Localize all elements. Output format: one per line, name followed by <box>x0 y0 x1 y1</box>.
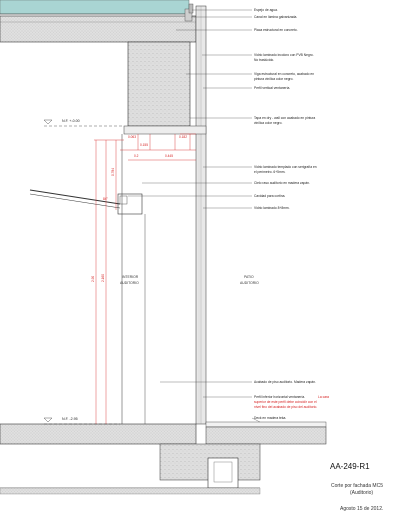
note-glass-8-8: Vidrio laminado 8+8mm. <box>254 206 290 210</box>
concrete-beam <box>128 42 190 126</box>
title-block <box>330 462 383 512</box>
note-beam: Viga estructural en concreto, acabado en <box>254 72 315 76</box>
note-bottom-profile: Perfil inferior horizontal ventanería. <box>254 395 306 399</box>
dim-angle: 84° <box>103 197 108 201</box>
level-label-top: N.F. +-0.00 <box>62 119 80 123</box>
dim-0-063: 0.063 <box>128 135 136 139</box>
level-marker-top <box>44 119 124 126</box>
room-interior-label: INTERIOR <box>122 275 139 279</box>
note-red-1: La cara <box>318 395 329 399</box>
drawing-title: Corte por fachada MC5 <box>331 483 383 489</box>
dim-2-90: 2.90 <box>91 275 95 282</box>
note-water-mirror: Espejo de agua. <box>254 8 278 12</box>
note-tempered-glass-2: el perímetro. 6+5mm. <box>254 170 286 174</box>
drawing-code: AA-249-R1 <box>330 462 370 471</box>
dim-0-445: 0.445 <box>165 154 173 158</box>
room-patio-sublabel: AUDITORIO <box>240 281 259 285</box>
dim-0-182: 0.182 <box>179 135 187 139</box>
room-interior-sublabel: AUDITORIO <box>120 281 139 285</box>
dim-0-2: 0.2 <box>134 154 139 158</box>
dim-0-155: 0.155 <box>140 143 148 147</box>
note-glass-pvb-2: No traslúcido. <box>254 58 275 62</box>
dim-0-784: 0.784 <box>111 168 115 176</box>
water-mirror <box>0 0 189 14</box>
room-patio-label: PATIO <box>244 275 254 279</box>
note-channel: Canal en lámina galvanizada. <box>254 15 298 19</box>
note-ceiling: Cielo raso auditorio en madera zapán. <box>254 181 310 185</box>
note-drywall: Tapa en dry - wall con acabado en pintura <box>254 116 316 120</box>
teak-deck <box>206 422 326 427</box>
note-red-3: nivel fino del acabado de piso del auditorio. <box>254 405 318 409</box>
note-vertical-profile: Perfil vertical ventanería. <box>254 86 291 90</box>
drywall-cap <box>124 126 206 134</box>
drawing-subtitle: (Auditorio) <box>350 490 374 496</box>
note-deck: Deck en madera teka. <box>254 416 287 420</box>
note-drywall-2: vinílica color negro. <box>254 121 283 125</box>
structural-slab <box>0 16 196 42</box>
dim-2-160: 2.160 <box>101 274 105 282</box>
note-beam-2: pintura vinílica color negro. <box>254 77 294 81</box>
note-glass-pvb: Vidrio laminado incoloro con PVB Negro. <box>254 53 314 57</box>
level-marker-bottom <box>44 417 120 424</box>
note-floor-finish: Acabado de piso auditorio. Madera zapán. <box>254 380 316 384</box>
note-tempered-glass: Vidrio laminado templado con serigrafía en <box>254 165 317 169</box>
drawing-date: Agosto 15 de 2012. <box>340 506 384 512</box>
level-label-bottom: N.F. -2.95 <box>62 417 78 421</box>
note-red-2: superior de este perfil debe coincidir con el <box>254 400 317 404</box>
note-curtain-cavity: Cavidad para cortina. <box>254 194 286 198</box>
note-slab: Placa estructural en concreto. <box>254 28 298 32</box>
auditorium-floor <box>0 424 196 444</box>
